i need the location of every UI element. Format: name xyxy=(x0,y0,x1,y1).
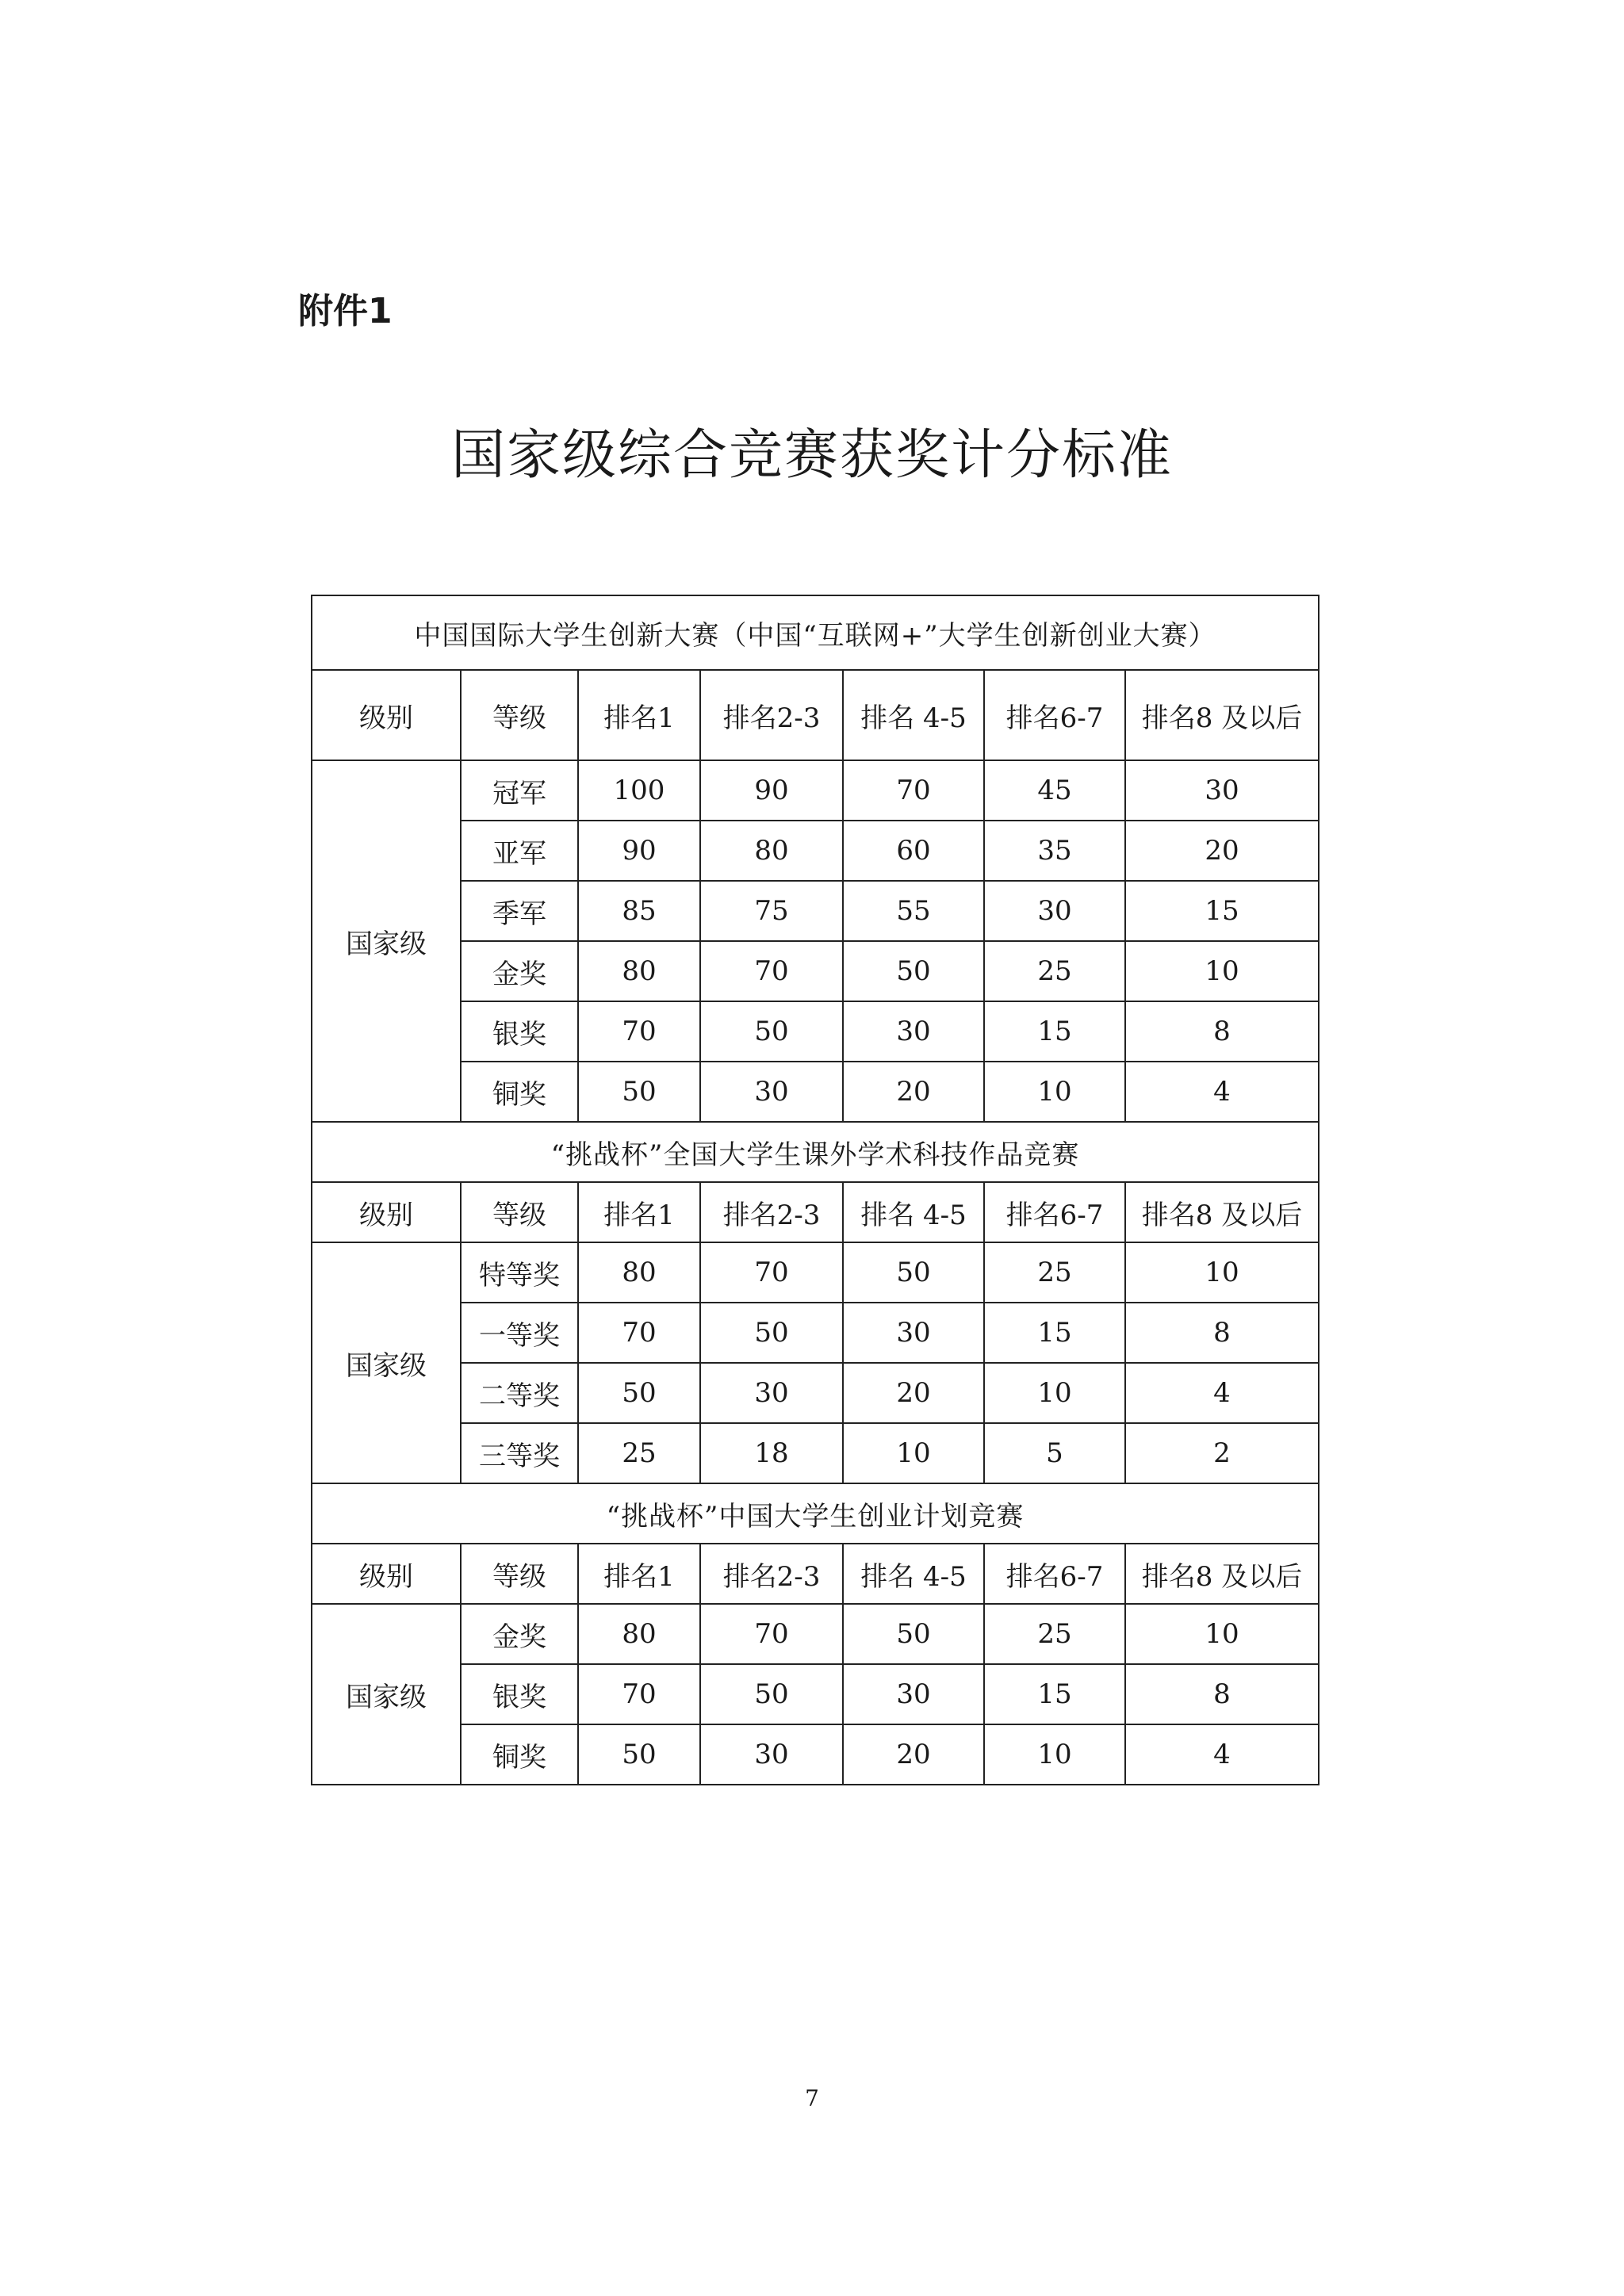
score-cell: 15 xyxy=(984,1664,1125,1724)
section-title: 中国国际大学生创新大赛（中国“互联网+”大学生创新创业大赛） xyxy=(312,595,1319,670)
score-cell: 30 xyxy=(984,881,1125,941)
score-table xyxy=(311,595,1320,1785)
score-cell: 2 xyxy=(1125,1423,1319,1483)
header-cell: 排名6-7 xyxy=(984,1544,1125,1604)
table-row xyxy=(312,821,1319,881)
grade-cell: 银奖 xyxy=(461,1664,578,1724)
score-cell: 80 xyxy=(578,1604,700,1664)
grade-cell: 铜奖 xyxy=(461,1062,578,1122)
score-cell: 20 xyxy=(1125,821,1319,881)
score-cell: 50 xyxy=(843,1242,984,1303)
table-row xyxy=(312,1423,1319,1483)
header-row xyxy=(312,670,1319,760)
header-cell: 排名1 xyxy=(578,1544,700,1604)
score-cell: 30 xyxy=(1125,760,1319,821)
header-cell: 级别 xyxy=(312,670,461,760)
score-cell: 50 xyxy=(578,1062,700,1122)
score-cell: 55 xyxy=(843,881,984,941)
score-cell: 80 xyxy=(578,941,700,1001)
score-cell: 10 xyxy=(984,1724,1125,1785)
score-cell: 35 xyxy=(984,821,1125,881)
score-cell: 15 xyxy=(1125,881,1319,941)
grade-cell: 亚军 xyxy=(461,821,578,881)
score-cell: 8 xyxy=(1125,1303,1319,1363)
score-cell: 8 xyxy=(1125,1001,1319,1062)
table-row xyxy=(312,1604,1319,1664)
score-cell: 10 xyxy=(843,1423,984,1483)
section-title-row xyxy=(312,1483,1319,1544)
score-cell: 45 xyxy=(984,760,1125,821)
header-cell: 排名1 xyxy=(578,670,700,760)
score-cell: 80 xyxy=(700,821,843,881)
score-cell: 10 xyxy=(1125,1242,1319,1303)
score-cell: 30 xyxy=(843,1303,984,1363)
score-cell: 25 xyxy=(984,1604,1125,1664)
score-cell: 30 xyxy=(843,1001,984,1062)
header-cell: 排名1 xyxy=(578,1182,700,1242)
score-cell: 70 xyxy=(578,1664,700,1724)
score-cell: 30 xyxy=(843,1664,984,1724)
section-title-row xyxy=(312,1122,1319,1182)
grade-cell: 一等奖 xyxy=(461,1303,578,1363)
header-cell: 排名8 及以后 xyxy=(1125,670,1319,760)
table-row xyxy=(312,1001,1319,1062)
score-cell: 10 xyxy=(984,1062,1125,1122)
score-cell: 60 xyxy=(843,821,984,881)
score-cell: 20 xyxy=(843,1724,984,1785)
header-cell: 排名 4-5 xyxy=(843,1182,984,1242)
score-cell: 90 xyxy=(700,760,843,821)
score-cell: 70 xyxy=(700,1242,843,1303)
grade-cell: 季军 xyxy=(461,881,578,941)
header-row xyxy=(312,1544,1319,1604)
header-cell: 等级 xyxy=(461,1544,578,1604)
score-cell: 25 xyxy=(984,1242,1125,1303)
header-cell: 排名6-7 xyxy=(984,670,1125,760)
document-title: 国家级综合竞赛获奖计分标准 xyxy=(450,424,1173,487)
score-cell: 90 xyxy=(578,821,700,881)
table-row xyxy=(312,1242,1319,1303)
score-cell: 20 xyxy=(843,1363,984,1423)
section-title: “挑战杯”中国大学生创业计划竞赛 xyxy=(312,1483,1319,1544)
score-cell: 10 xyxy=(1125,941,1319,1001)
score-cell: 15 xyxy=(984,1001,1125,1062)
score-cell: 10 xyxy=(984,1363,1125,1423)
header-cell: 等级 xyxy=(461,670,578,760)
grade-cell: 二等奖 xyxy=(461,1363,578,1423)
score-cell: 100 xyxy=(578,760,700,821)
grade-cell: 金奖 xyxy=(461,941,578,1001)
score-cell: 4 xyxy=(1125,1363,1319,1423)
section-title: “挑战杯”全国大学生课外学术科技作品竞赛 xyxy=(312,1122,1319,1182)
header-cell: 排名8 及以后 xyxy=(1125,1182,1319,1242)
level-cell: 国家级 xyxy=(312,1242,461,1483)
header-cell: 排名6-7 xyxy=(984,1182,1125,1242)
score-cell: 50 xyxy=(700,1664,843,1724)
score-cell: 15 xyxy=(984,1303,1125,1363)
score-cell: 50 xyxy=(843,941,984,1001)
score-cell: 50 xyxy=(578,1363,700,1423)
grade-cell: 三等奖 xyxy=(461,1423,578,1483)
score-cell: 85 xyxy=(578,881,700,941)
score-cell: 4 xyxy=(1125,1062,1319,1122)
header-row xyxy=(312,1182,1319,1242)
header-cell: 级别 xyxy=(312,1182,461,1242)
score-cell: 25 xyxy=(984,941,1125,1001)
score-cell: 30 xyxy=(700,1062,843,1122)
grade-cell: 金奖 xyxy=(461,1604,578,1664)
score-cell: 30 xyxy=(700,1363,843,1423)
grade-cell: 银奖 xyxy=(461,1001,578,1062)
grade-cell: 特等奖 xyxy=(461,1242,578,1303)
level-cell: 国家级 xyxy=(312,1604,461,1785)
score-cell: 18 xyxy=(700,1423,843,1483)
page-number: 7 xyxy=(805,2085,819,2111)
score-cell: 8 xyxy=(1125,1664,1319,1724)
grade-cell: 铜奖 xyxy=(461,1724,578,1785)
table-row xyxy=(312,1664,1319,1724)
score-cell: 5 xyxy=(984,1423,1125,1483)
header-cell: 级别 xyxy=(312,1544,461,1604)
score-cell: 10 xyxy=(1125,1604,1319,1664)
table-row xyxy=(312,760,1319,821)
score-cell: 4 xyxy=(1125,1724,1319,1785)
header-cell: 排名 4-5 xyxy=(843,670,984,760)
header-cell: 排名2-3 xyxy=(700,1182,843,1242)
score-cell: 70 xyxy=(843,760,984,821)
score-cell: 75 xyxy=(700,881,843,941)
table-row xyxy=(312,1303,1319,1363)
level-cell: 国家级 xyxy=(312,760,461,1122)
score-cell: 30 xyxy=(700,1724,843,1785)
score-cell: 50 xyxy=(843,1604,984,1664)
score-cell: 70 xyxy=(578,1001,700,1062)
table-row xyxy=(312,881,1319,941)
table-row xyxy=(312,941,1319,1001)
score-cell: 50 xyxy=(700,1001,843,1062)
annex-label: 附件1 xyxy=(298,291,393,331)
header-cell: 排名 4-5 xyxy=(843,1544,984,1604)
score-cell: 50 xyxy=(700,1303,843,1363)
score-cell: 70 xyxy=(700,941,843,1001)
header-cell: 等级 xyxy=(461,1182,578,1242)
header-cell: 排名8 及以后 xyxy=(1125,1544,1319,1604)
header-cell: 排名2-3 xyxy=(700,1544,843,1604)
section-title-row xyxy=(312,595,1319,670)
score-cell: 80 xyxy=(578,1242,700,1303)
header-cell: 排名2-3 xyxy=(700,670,843,760)
table-row xyxy=(312,1363,1319,1423)
score-cell: 20 xyxy=(843,1062,984,1122)
score-cell: 70 xyxy=(578,1303,700,1363)
score-cell: 70 xyxy=(700,1604,843,1664)
table-row xyxy=(312,1724,1319,1785)
grade-cell: 冠军 xyxy=(461,760,578,821)
score-cell: 25 xyxy=(578,1423,700,1483)
table-row xyxy=(312,1062,1319,1122)
score-cell: 50 xyxy=(578,1724,700,1785)
